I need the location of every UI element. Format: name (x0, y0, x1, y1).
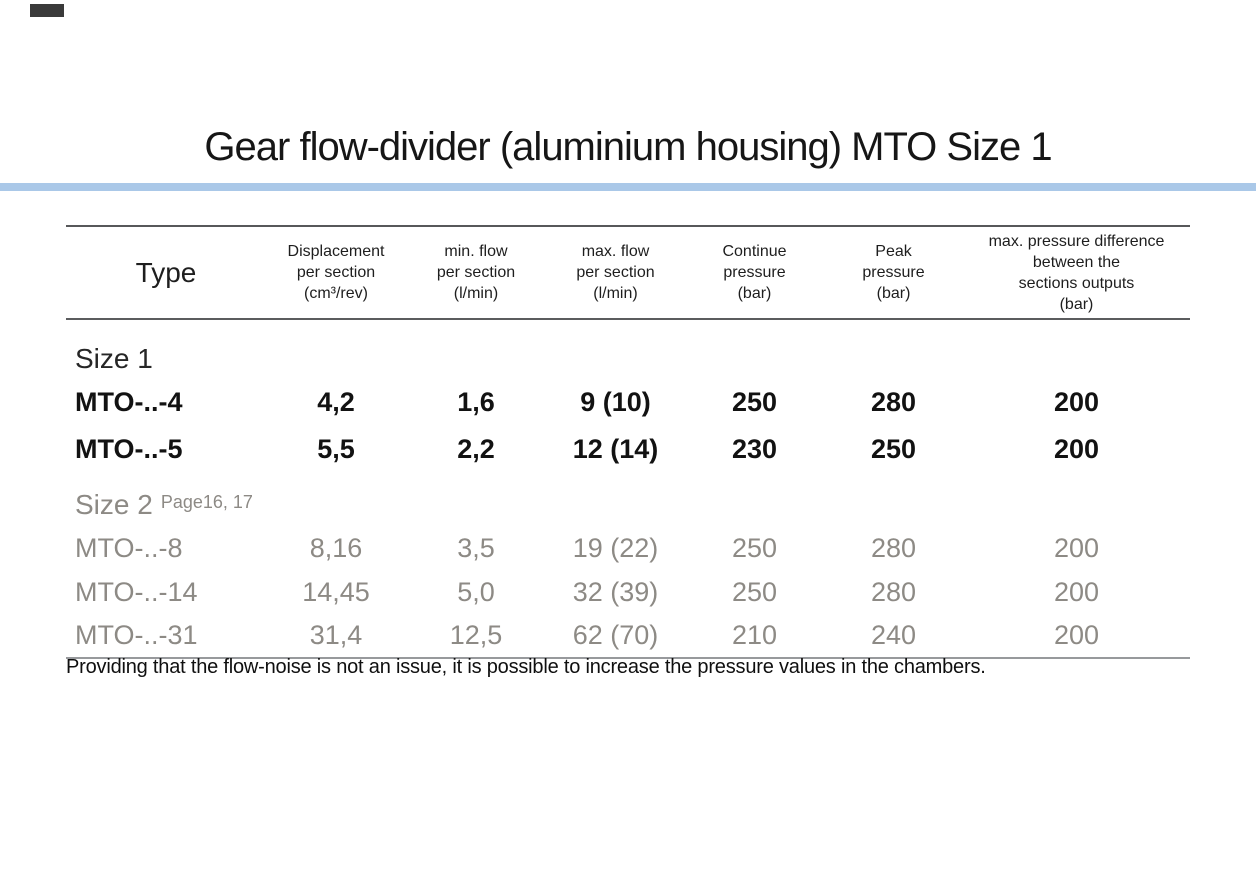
section-spacer (66, 474, 1190, 484)
table-header-row (66, 227, 1190, 320)
cell-displacement: 14,45 (302, 576, 370, 607)
spec-table (66, 225, 1190, 659)
cell-max-flow: 62 (70) (572, 620, 659, 650)
cell-peak-pressure: 250 (870, 434, 917, 464)
column-header-max-flow: max. flow per section (l/min) (576, 243, 655, 302)
section-label-size-2 (66, 484, 1190, 526)
cell-max-pressure-difference: 200 (1053, 532, 1100, 563)
cell-peak-pressure: 280 (870, 387, 917, 417)
section-name: Size 2 (75, 489, 153, 520)
cell-min-flow: 3,5 (457, 532, 495, 563)
page-title: Gear flow-divider (aluminium housing) MTO Size 1 (204, 125, 1052, 169)
cell-peak-pressure: 240 (870, 620, 917, 650)
cell-min-flow: 2,2 (457, 434, 495, 464)
section-name: Size 1 (75, 343, 153, 374)
cell-max-flow: 32 (39) (572, 576, 659, 607)
cell-max-pressure-difference: 200 (1053, 387, 1100, 417)
column-header-continue-pressure: Continue pressure (bar) (722, 243, 787, 302)
cell-displacement: 5,5 (317, 434, 355, 464)
cell-type: MTO-..-5 (75, 434, 183, 464)
cell-type: MTO-..-8 (75, 532, 183, 563)
cell-max-flow: 12 (14) (572, 434, 659, 464)
cell-type: MTO-..-14 (75, 576, 198, 607)
column-header-peak-pressure: Peak pressure (bar) (862, 243, 925, 302)
cell-displacement: 4,2 (317, 387, 355, 417)
cell-continue-pressure: 250 (731, 576, 778, 607)
cell-displacement: 31,4 (309, 620, 363, 650)
cell-continue-pressure: 250 (731, 532, 778, 563)
cell-type: MTO-..-31 (75, 620, 198, 650)
column-header-displacement: Displacement per section (cm³/rev) (287, 243, 385, 302)
cell-max-flow: 9 (10) (580, 387, 651, 417)
cell-peak-pressure: 280 (870, 576, 917, 607)
cell-max-pressure-difference: 200 (1053, 620, 1100, 650)
cell-displacement: 8,16 (309, 532, 363, 563)
scan-artifact-mark (30, 4, 64, 17)
table-body (66, 320, 1190, 657)
column-header-min-flow: min. flow per section (l/min) (436, 243, 516, 302)
cell-continue-pressure: 230 (731, 434, 778, 464)
cell-peak-pressure: 280 (870, 532, 917, 563)
cell-max-pressure-difference: 200 (1053, 576, 1100, 607)
table-row-mto-5 (66, 425, 1190, 474)
section-page-note: Page16, 17 (160, 492, 253, 512)
accent-divider-bar (0, 183, 1256, 191)
cell-min-flow: 5,0 (457, 576, 495, 607)
footnote: Providing that the flow-noise is not an issue, it is possible to increase the pressure values in the chambers. (66, 656, 986, 678)
table-row-mto-4 (66, 380, 1190, 425)
column-header-type: Type (135, 256, 197, 288)
cell-max-pressure-difference: 200 (1053, 434, 1100, 464)
cell-continue-pressure: 210 (731, 620, 778, 650)
cell-min-flow: 1,6 (457, 387, 495, 417)
cell-continue-pressure: 250 (731, 387, 778, 417)
column-header-max-pressure-difference: max. pressure difference between the sections outputs (bar) (988, 232, 1165, 313)
cell-max-flow: 19 (22) (572, 532, 659, 563)
cell-type: MTO-..-4 (75, 387, 183, 417)
table-row-mto-8 (66, 526, 1190, 570)
table-row-mto-14 (66, 570, 1190, 614)
section-label-size-1 (66, 320, 1190, 380)
table-row-mto-31 (66, 614, 1190, 657)
cell-min-flow: 12,5 (449, 620, 503, 650)
